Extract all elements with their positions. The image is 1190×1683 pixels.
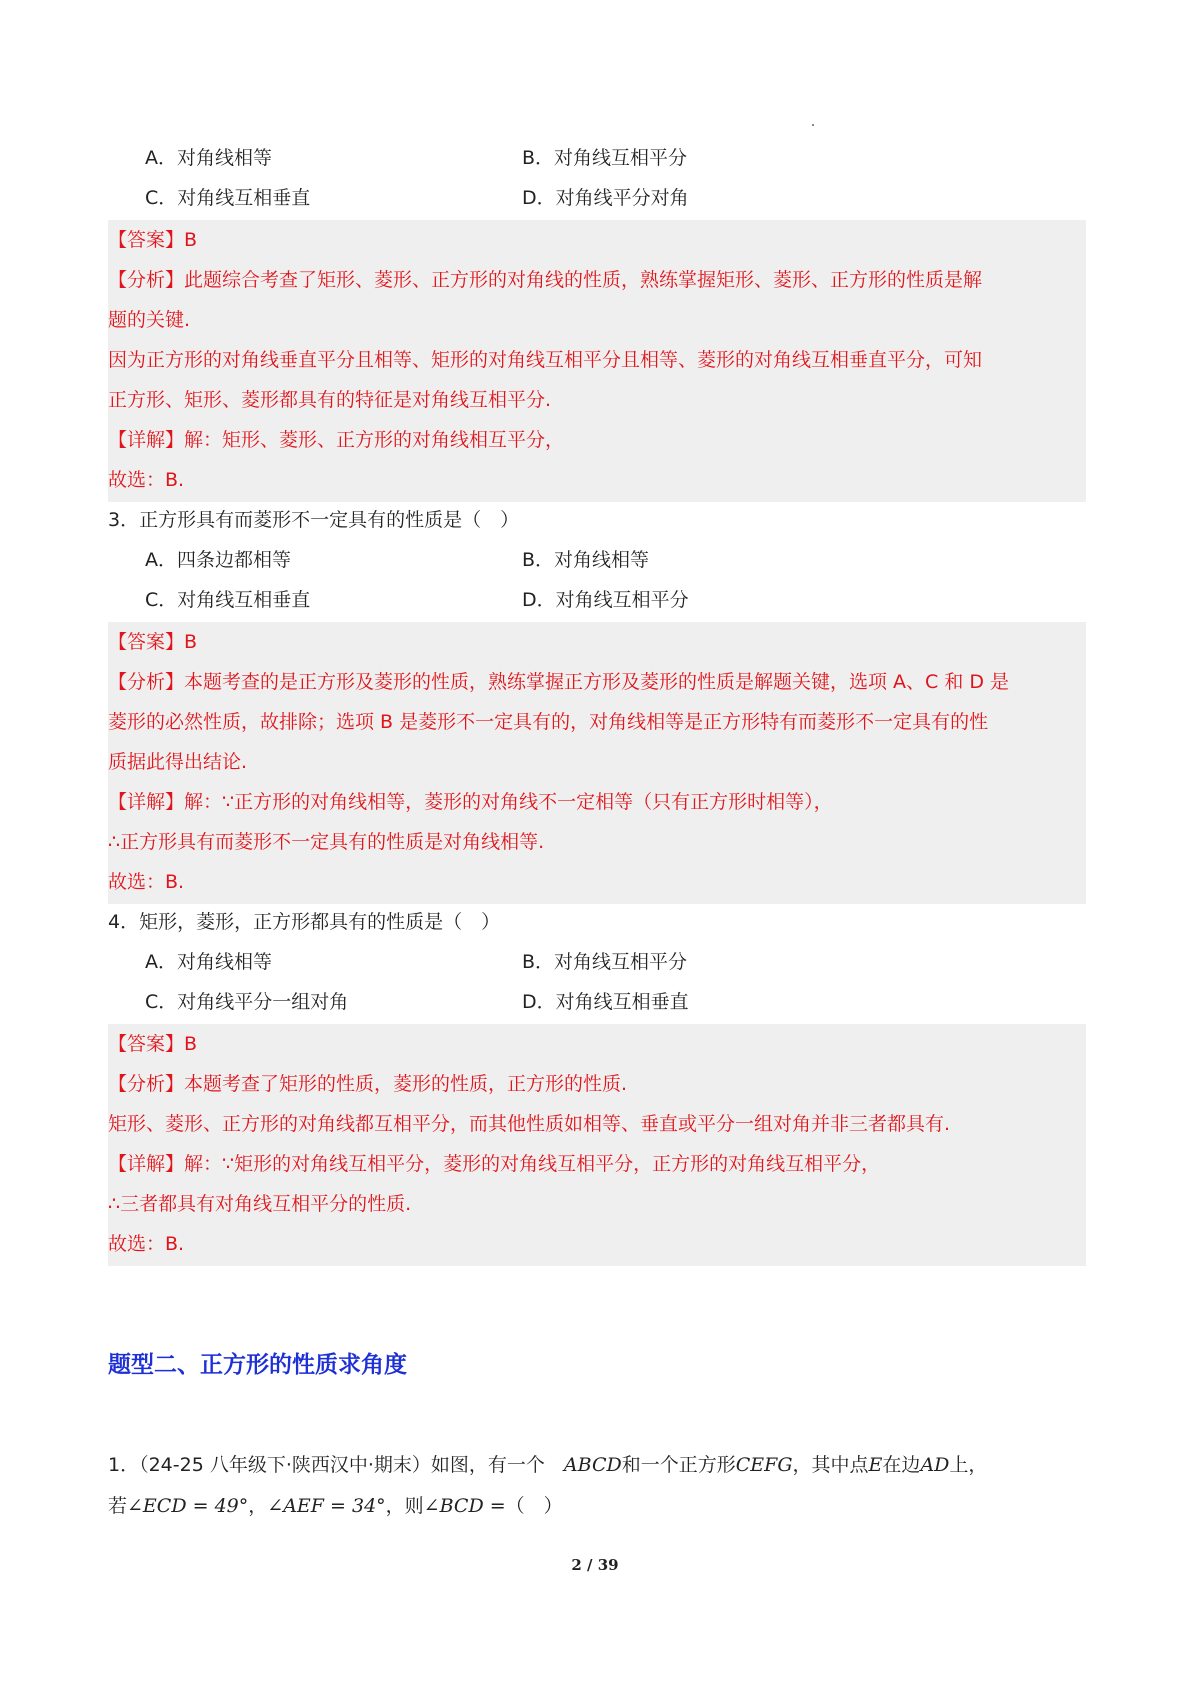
q4-answer-line: 【答案】B [108, 1033, 198, 1055]
q2-detail-line: 【详解】解：矩形、菱形、正方形的对角线相互平分， [108, 429, 565, 451]
q4-option-c: C．对角线平分一组对角 [145, 991, 349, 1013]
q4-stem: 4．矩形，菱形，正方形都具有的性质是（ ） [108, 911, 501, 933]
q2-choice-line: 故选：B. [108, 469, 185, 491]
section-heading: 题型二、正方形的性质求角度 [108, 1352, 407, 1378]
q2-analysis-line: 【分析】此题综合考查了矩形、菱形、正方形的对角线的性质，熟练掌握矩形、菱形、正方形的性质是解 [108, 269, 983, 291]
q3-option-c: C．对角线互相垂直 [145, 589, 311, 611]
q2-analysis-line: 因为正方形的对角线垂直平分且相等、矩形的对角线互相平分且相等、菱形的对角线互相垂直平分，可知 [108, 349, 983, 371]
question-text: 上， [949, 1454, 988, 1476]
next-question-line-1 [108, 1445, 987, 1486]
q4-option-d: D．对角线互相垂直 [522, 991, 689, 1013]
question-text: （ ） [505, 1495, 563, 1517]
question-text: ，其中点 [792, 1454, 869, 1476]
question-text: 在边 [882, 1454, 921, 1476]
question-text: ，则 [385, 1495, 424, 1517]
question-text: 1．（24-25 八年级下·陕西汉中·期末）如图，有一个 [108, 1454, 564, 1476]
q3-option-d: D．对角线互相平分 [522, 589, 689, 611]
q3-analysis-line: 菱形的必然性质，故排除；选项 B 是菱形不一定具有的，对角线相等是正方形特有而菱形不一定具有的性 [108, 711, 989, 733]
q2-option-a: A．对角线相等 [145, 147, 272, 169]
q3-analysis-line: 质据此得出结论. [108, 751, 248, 773]
q4-detail-line: ∴三者都具有对角线互相平分的性质. [108, 1193, 412, 1215]
math-expression: E [868, 1454, 883, 1476]
q3-analysis-line: 【分析】本题考查的是正方形及菱形的性质，熟练掌握正方形及菱形的性质是解题关键，选项 A、C 和 D 是 [108, 671, 1010, 693]
q2-option-b: B．对角线互相平分 [522, 147, 688, 169]
next-question-line-2 [108, 1486, 563, 1527]
stray-mark [812, 124, 814, 126]
q2-option-d: D．对角线平分对角 [522, 187, 689, 209]
q4-analysis-line: 矩形、菱形、正方形的对角线都互相平分，而其他性质如相等、垂直或平分一组对角并非三者都具有. [108, 1113, 951, 1135]
math-expression: ∠BCD = [423, 1495, 506, 1517]
q4-option-a: A．对角线相等 [145, 951, 272, 973]
math-expression: CEFG [735, 1454, 793, 1476]
math-expression: ∠ECD = 49° [127, 1495, 249, 1517]
q4-analysis-line: 【分析】本题考查了矩形的性质，菱形的性质，正方形的性质. [108, 1073, 628, 1095]
q2-analysis-line: 题的关键. [108, 309, 191, 331]
q3-detail-line: 【详解】解：∵正方形的对角线相等，菱形的对角线不一定相等（只有正方形时相等）， [108, 791, 833, 813]
q3-answer-line: 【答案】B [108, 631, 198, 653]
q3-option-a: A．四条边都相等 [145, 549, 291, 571]
q3-option-b: B．对角线相等 [522, 549, 650, 571]
q4-detail-line: 【详解】解：∵矩形的对角线互相平分，菱形的对角线互相平分，正方形的对角线互相平分， [108, 1153, 881, 1175]
q3-stem: 3．正方形具有而菱形不一定具有的性质是（ ） [108, 509, 520, 531]
q2-analysis-line: 正方形、矩形、菱形都具有的特征是对角线互相平分. [108, 389, 552, 411]
math-expression: ABCD [563, 1454, 622, 1476]
q2-answer-line: 【答案】B [108, 229, 198, 251]
question-text: 若 [108, 1495, 128, 1517]
q3-detail-line: ∴正方形具有而菱形不一定具有的性质是对角线相等. [108, 831, 545, 853]
q3-choice-line: 故选：B. [108, 871, 185, 893]
q2-option-c: C．对角线互相垂直 [145, 187, 311, 209]
q4-option-b: B．对角线互相平分 [522, 951, 688, 973]
question-text: ， [248, 1495, 268, 1517]
math-expression: AD [920, 1454, 950, 1476]
q4-choice-line: 故选：B. [108, 1233, 185, 1255]
page-number: 2 / 39 [571, 1556, 619, 1574]
math-expression: ∠AEF = 34° [267, 1495, 386, 1517]
question-text: 和一个正方形 [621, 1454, 736, 1476]
